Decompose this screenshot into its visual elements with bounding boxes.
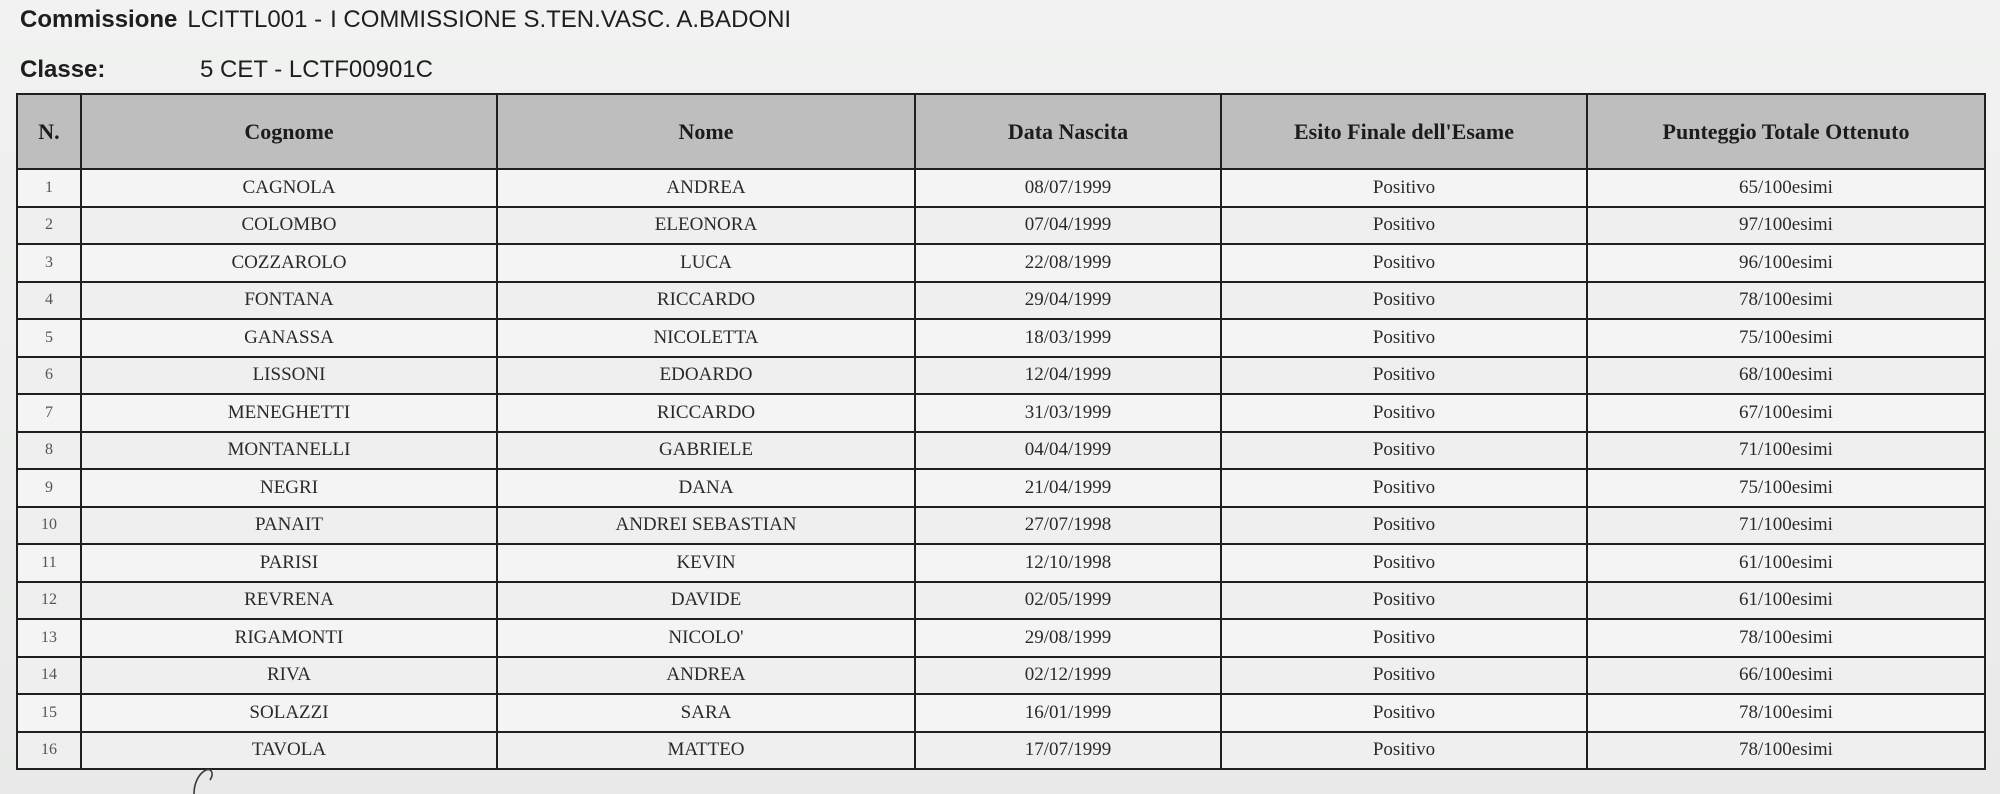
cell-n: 6 [17,357,81,395]
classe-line [20,56,433,84]
table-row [17,169,1985,207]
cell-n: 4 [17,282,81,320]
cell-punteggio: 67/100esimi [1587,394,1985,432]
cell-cognome: NEGRI [81,469,497,507]
cell-nome: NICOLETTA [497,319,915,357]
cell-n: 14 [17,657,81,695]
table-row [17,432,1985,470]
cell-cognome: COZZAROLO [81,244,497,282]
cell-n: 7 [17,394,81,432]
cell-cognome: FONTANA [81,282,497,320]
table-row [17,207,1985,245]
cell-cognome: PANAIT [81,507,497,545]
cell-punteggio: 71/100esimi [1587,507,1985,545]
cell-n: 10 [17,507,81,545]
table-row [17,394,1985,432]
cell-esito: Positivo [1221,282,1587,320]
table-row [17,319,1985,357]
col-header-n: N. [17,94,81,169]
cell-n: 5 [17,319,81,357]
commissione-code: LCITTL001 - [187,6,323,33]
classe-value: 5 CET - LCTF00901C [200,56,433,83]
cell-esito: Positivo [1221,544,1587,582]
cell-n: 9 [17,469,81,507]
col-header-punteggio: Punteggio Totale Ottenuto [1587,94,1985,169]
cell-data-nascita: 07/04/1999 [915,207,1221,245]
col-header-esito: Esito Finale dell'Esame [1221,94,1587,169]
commissione-line [20,6,791,34]
cell-data-nascita: 21/04/1999 [915,469,1221,507]
cell-nome: MATTEO [497,732,915,770]
table-body [17,169,1985,769]
cell-n: 1 [17,169,81,207]
cell-punteggio: 66/100esimi [1587,657,1985,695]
cell-data-nascita: 29/04/1999 [915,282,1221,320]
table-header [17,94,1985,169]
cell-cognome: SOLAZZI [81,694,497,732]
cell-nome: DANA [497,469,915,507]
cell-data-nascita: 17/07/1999 [915,732,1221,770]
table-row [17,657,1985,695]
cell-nome: GABRIELE [497,432,915,470]
cell-cognome: RIGAMONTI [81,619,497,657]
cell-cognome: TAVOLA [81,732,497,770]
col-header-data-nascita: Data Nascita [915,94,1221,169]
table-row [17,282,1985,320]
cell-n: 3 [17,244,81,282]
cell-data-nascita: 02/12/1999 [915,657,1221,695]
cell-data-nascita: 12/10/1998 [915,544,1221,582]
cell-punteggio: 61/100esimi [1587,544,1985,582]
cell-nome: RICCARDO [497,394,915,432]
table-row [17,732,1985,770]
cell-data-nascita: 08/07/1999 [915,169,1221,207]
table-row [17,619,1985,657]
cell-esito: Positivo [1221,357,1587,395]
cell-punteggio: 78/100esimi [1587,282,1985,320]
cell-nome: DAVIDE [497,582,915,620]
cell-nome: ANDREA [497,169,915,207]
cell-nome: RICCARDO [497,282,915,320]
cell-nome: ANDREI SEBASTIAN [497,507,915,545]
cell-nome: LUCA [497,244,915,282]
cell-esito: Positivo [1221,432,1587,470]
cell-nome: SARA [497,694,915,732]
cell-esito: Positivo [1221,469,1587,507]
cell-n: 16 [17,732,81,770]
classe-label: Classe: [20,56,106,83]
cell-n: 11 [17,544,81,582]
cell-cognome: RIVA [81,657,497,695]
table-row [17,694,1985,732]
cell-n: 13 [17,619,81,657]
cell-nome: ANDREA [497,657,915,695]
commissione-label: Commissione [20,6,178,33]
cell-punteggio: 78/100esimi [1587,694,1985,732]
col-header-cognome: Cognome [81,94,497,169]
table-row [17,244,1985,282]
table-row [17,357,1985,395]
cell-data-nascita: 12/04/1999 [915,357,1221,395]
cell-punteggio: 61/100esimi [1587,582,1985,620]
cell-esito: Positivo [1221,507,1587,545]
cell-cognome: LISSONI [81,357,497,395]
header-row [17,94,1985,169]
cell-data-nascita: 02/05/1999 [915,582,1221,620]
cell-data-nascita: 04/04/1999 [915,432,1221,470]
cell-data-nascita: 31/03/1999 [915,394,1221,432]
cell-cognome: GANASSA [81,319,497,357]
cell-esito: Positivo [1221,732,1587,770]
cell-punteggio: 78/100esimi [1587,732,1985,770]
cell-esito: Positivo [1221,394,1587,432]
table-row [17,582,1985,620]
cell-punteggio: 75/100esimi [1587,469,1985,507]
commissione-name: I COMMISSIONE S.TEN.VASC. A.BADONI [330,6,792,33]
cell-n: 2 [17,207,81,245]
cell-cognome: CAGNOLA [81,169,497,207]
cell-nome: EDOARDO [497,357,915,395]
table-row [17,544,1985,582]
pen-mark [188,764,218,794]
cell-data-nascita: 16/01/1999 [915,694,1221,732]
cell-cognome: REVRENA [81,582,497,620]
cell-punteggio: 75/100esimi [1587,319,1985,357]
cell-esito: Positivo [1221,657,1587,695]
cell-punteggio: 97/100esimi [1587,207,1985,245]
cell-esito: Positivo [1221,169,1587,207]
cell-punteggio: 78/100esimi [1587,619,1985,657]
results-table-wrapper [16,93,1984,770]
cell-esito: Positivo [1221,207,1587,245]
cell-punteggio: 65/100esimi [1587,169,1985,207]
results-table [16,93,1986,770]
cell-data-nascita: 29/08/1999 [915,619,1221,657]
cell-esito: Positivo [1221,619,1587,657]
table-row [17,507,1985,545]
cell-cognome: MENEGHETTI [81,394,497,432]
cell-esito: Positivo [1221,582,1587,620]
cell-esito: Positivo [1221,244,1587,282]
table-row [17,469,1985,507]
cell-data-nascita: 22/08/1999 [915,244,1221,282]
cell-n: 15 [17,694,81,732]
col-header-nome: Nome [497,94,915,169]
cell-data-nascita: 27/07/1998 [915,507,1221,545]
cell-nome: NICOLO' [497,619,915,657]
cell-punteggio: 96/100esimi [1587,244,1985,282]
cell-punteggio: 68/100esimi [1587,357,1985,395]
cell-cognome: COLOMBO [81,207,497,245]
cell-cognome: MONTANELLI [81,432,497,470]
cell-esito: Positivo [1221,694,1587,732]
cell-punteggio: 71/100esimi [1587,432,1985,470]
cell-data-nascita: 18/03/1999 [915,319,1221,357]
cell-nome: KEVIN [497,544,915,582]
cell-n: 8 [17,432,81,470]
cell-cognome: PARISI [81,544,497,582]
cell-nome: ELEONORA [497,207,915,245]
cell-n: 12 [17,582,81,620]
cell-esito: Positivo [1221,319,1587,357]
